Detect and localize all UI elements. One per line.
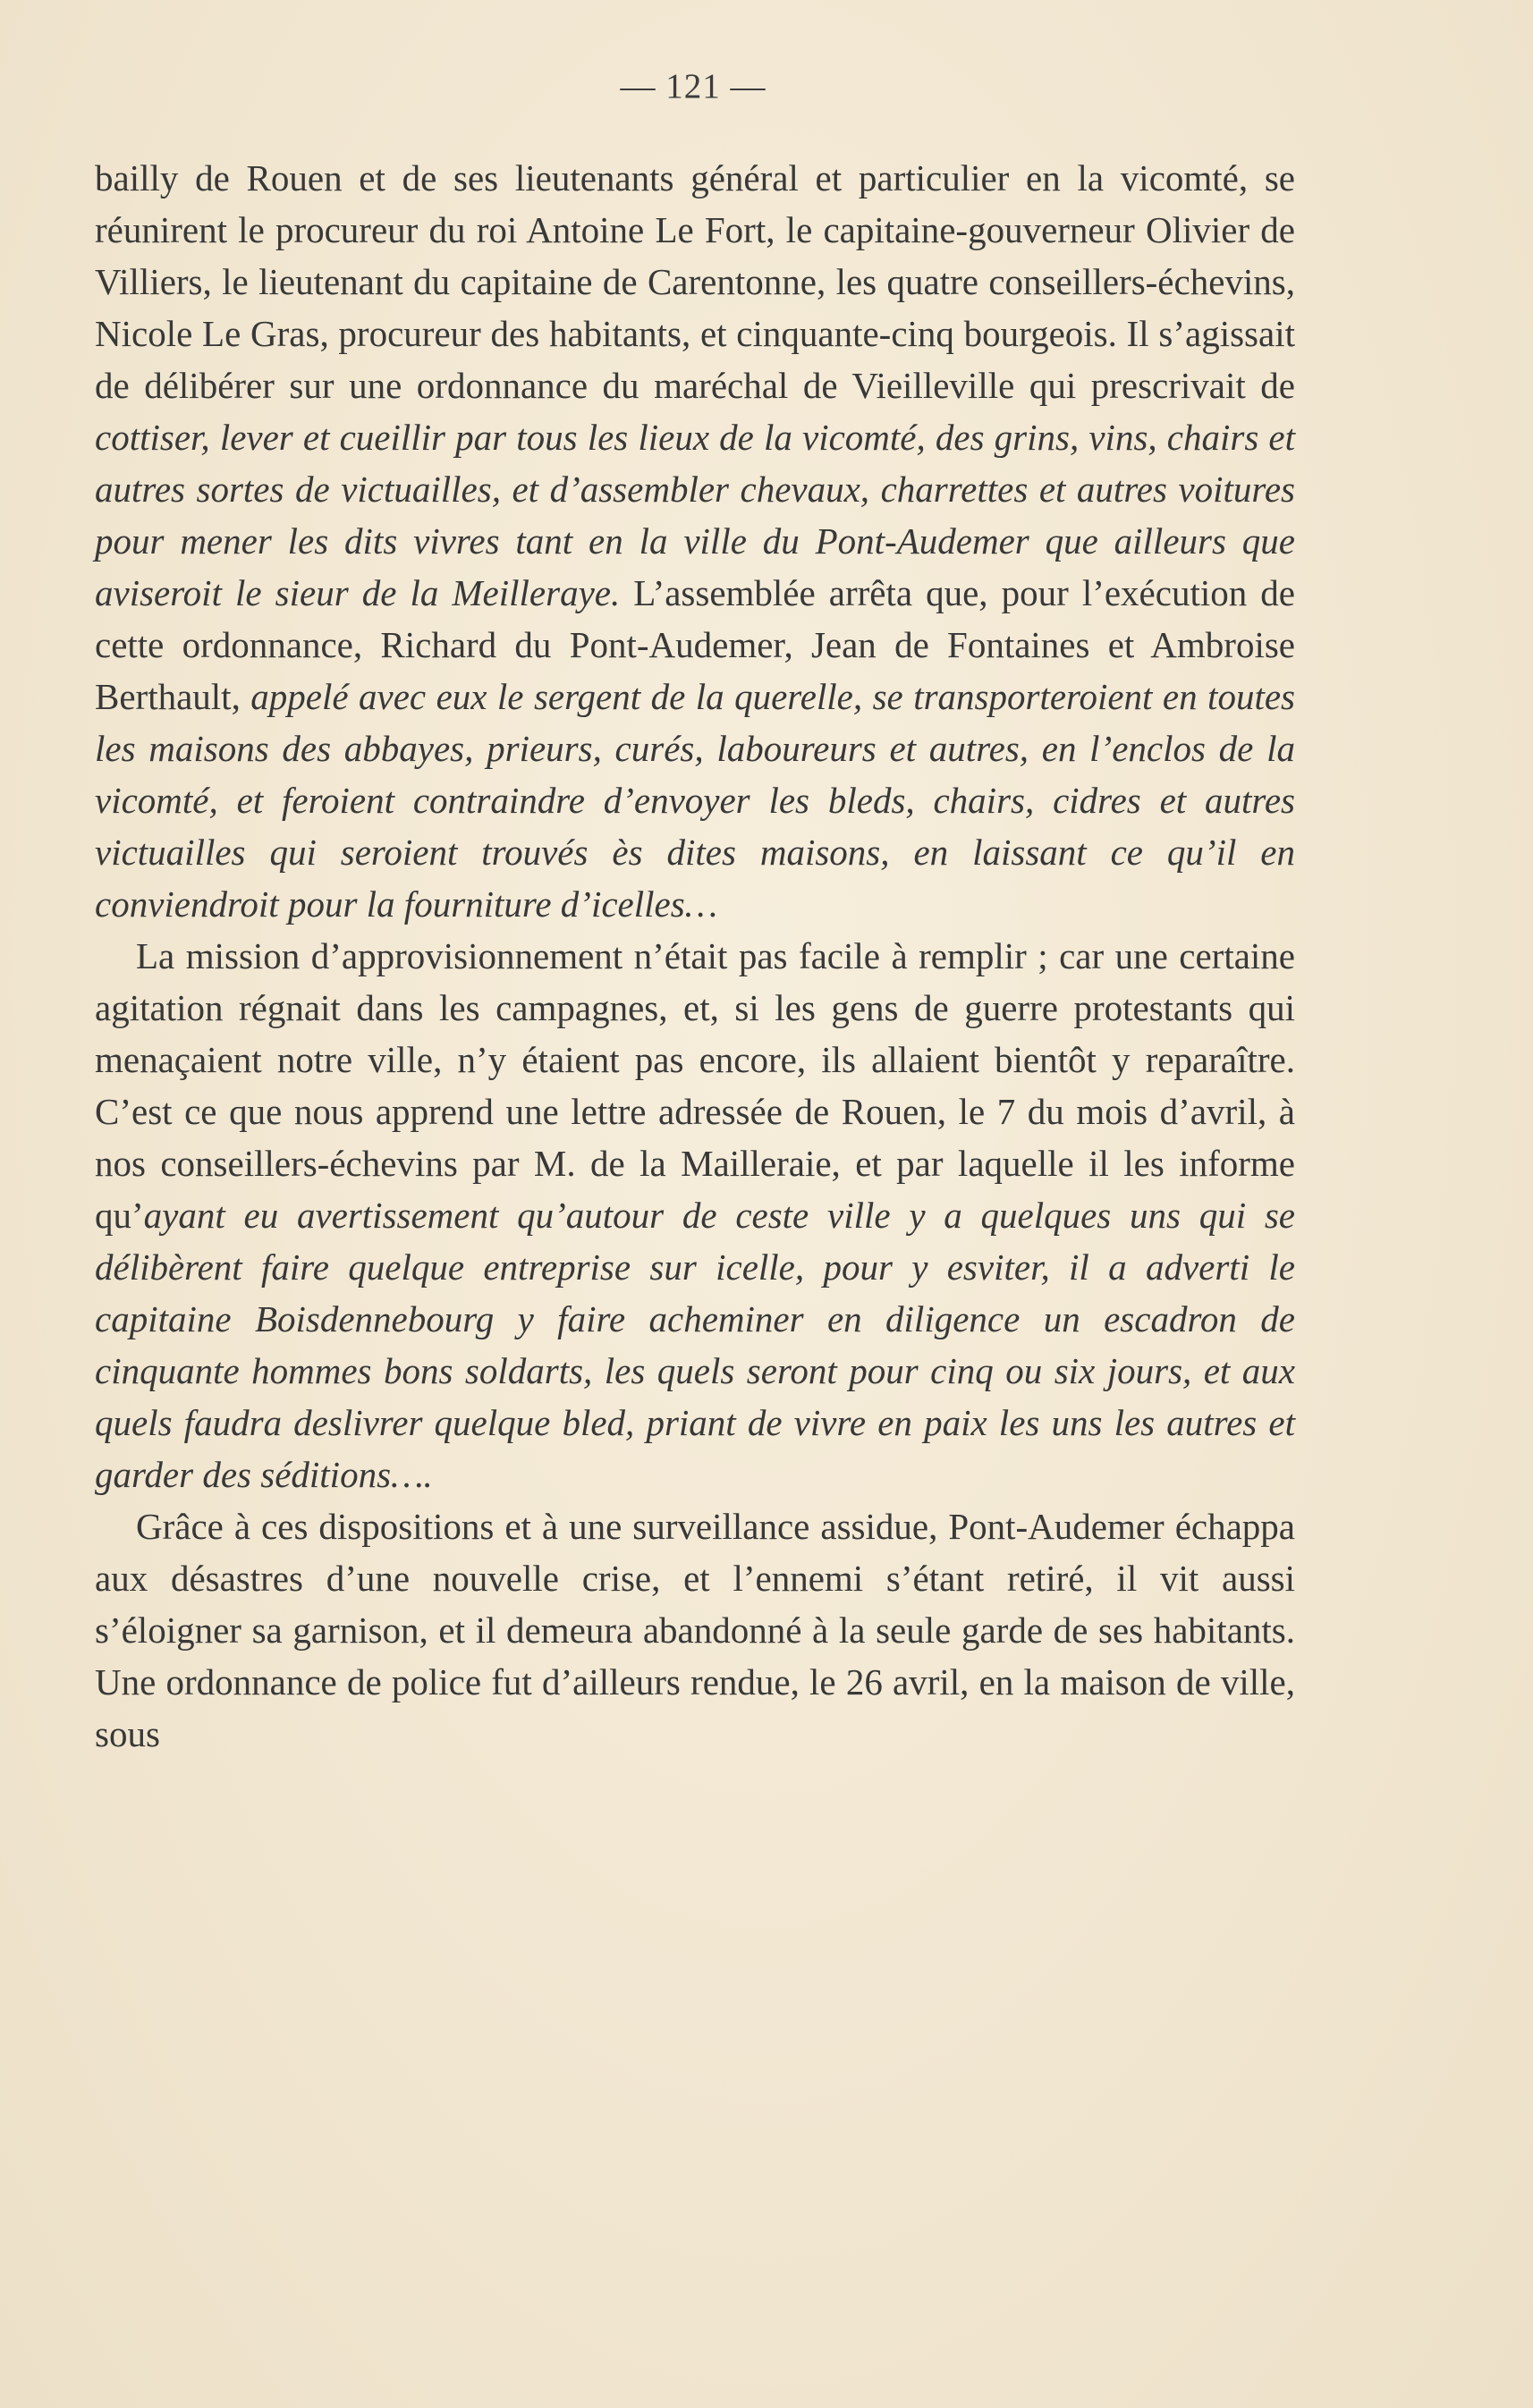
paragraph-1-text-2: L’assemblée arrêta que, pour l’exécution de cette ordonnance, Richard du Pont-Audemer, Jean de Fontaines et Ambroise Berthault, bbox=[95, 572, 1295, 717]
paragraph-1-quote-1: cottiser, lever et cueillir par tous les lieux de la vicomté, des grins, vins, chairs et autres sortes de victuailles, et d’assembler chevaux, charrettes et autres voitures pour mener les dits vivres tant en la ville du Pont-Audemer que ailleurs que aviseroit le sieur de la Meilleraye. bbox=[95, 417, 1295, 613]
paragraph-1-text-1: bailly de Rouen et de ses lieutenants général et particulier en la vicomté, se réunirent le procureur du roi Antoine Le Fort, le capitaine-gouverneur Olivier de Villiers, le lieutenant du capitaine de Carentonne, les quatre conseillers-échevins, Nicole Le Gras, procureur des habitants, et cinquante-cinq bourgeois. Il s’agissait de délibérer sur une ordonnance du maréchal de Vieilleville qui prescrivait de bbox=[95, 157, 1295, 406]
paragraph-3 bbox=[95, 1500, 1295, 1760]
body-text bbox=[95, 152, 1295, 1760]
paragraph-1 bbox=[95, 152, 1295, 930]
paragraph-2 bbox=[95, 930, 1295, 1500]
page-number: — 121 — bbox=[620, 67, 766, 106]
paragraph-2-quote-1: ayant eu avertissement qu’autour de ceste ville y a quelques uns qui se délibèrent faire quelque entreprise sur icelle, pour y esviter, il a adverti le capitaine Boisdennebourg y faire acheminer en diligence un escadron de cinquante hommes bons soldarts, les quels seront pour cinq ou six jours, et aux quels faudra deslivrer quelque bled, priant de vivre en paix les uns les autres et garder des séditions…. bbox=[95, 1195, 1295, 1495]
paragraph-2-text-1: La mission d’approvisionnement n’était pas facile à remplir ; car une certaine agitation régnait dans les campagnes, et, si les gens de guerre protestants qui menaçaient notre ville, n’y étaient pas encore, ils allaient bientôt y reparaître. C’est ce que nous apprend une lettre adressée de Rouen, le 7 du mois d’avril, à nos conseillers-échevins par M. de la Mailleraie, et par laquelle il les informe qu’ bbox=[95, 935, 1295, 1236]
paragraph-1-quote-2: appelé avec eux le sergent de la querelle, se transporteroient en toutes les maisons des abbayes, prieurs, curés, laboureurs et autres, en l’enclos de la vicomté, et feroient contraindre d’envoyer les bleds, chairs, cidres et autres victuailles qui seroient trouvés ès dites maisons, en laissant ce qu’il en conviendroit pour la fourniture d’icelles… bbox=[95, 676, 1295, 925]
paragraph-3-text-1: Grâce à ces dispositions et à une surveillance assidue, Pont-Audemer échappa aux désastres d’une nouvelle crise, et l’ennemi s’étant retiré, il vit aussi s’éloigner sa garnison, et il demeura abandonné à la seule garde de ses habitants. Une ordonnance de police fut d’ailleurs rendue, le 26 avril, en la maison de ville, sous bbox=[95, 1506, 1295, 1754]
